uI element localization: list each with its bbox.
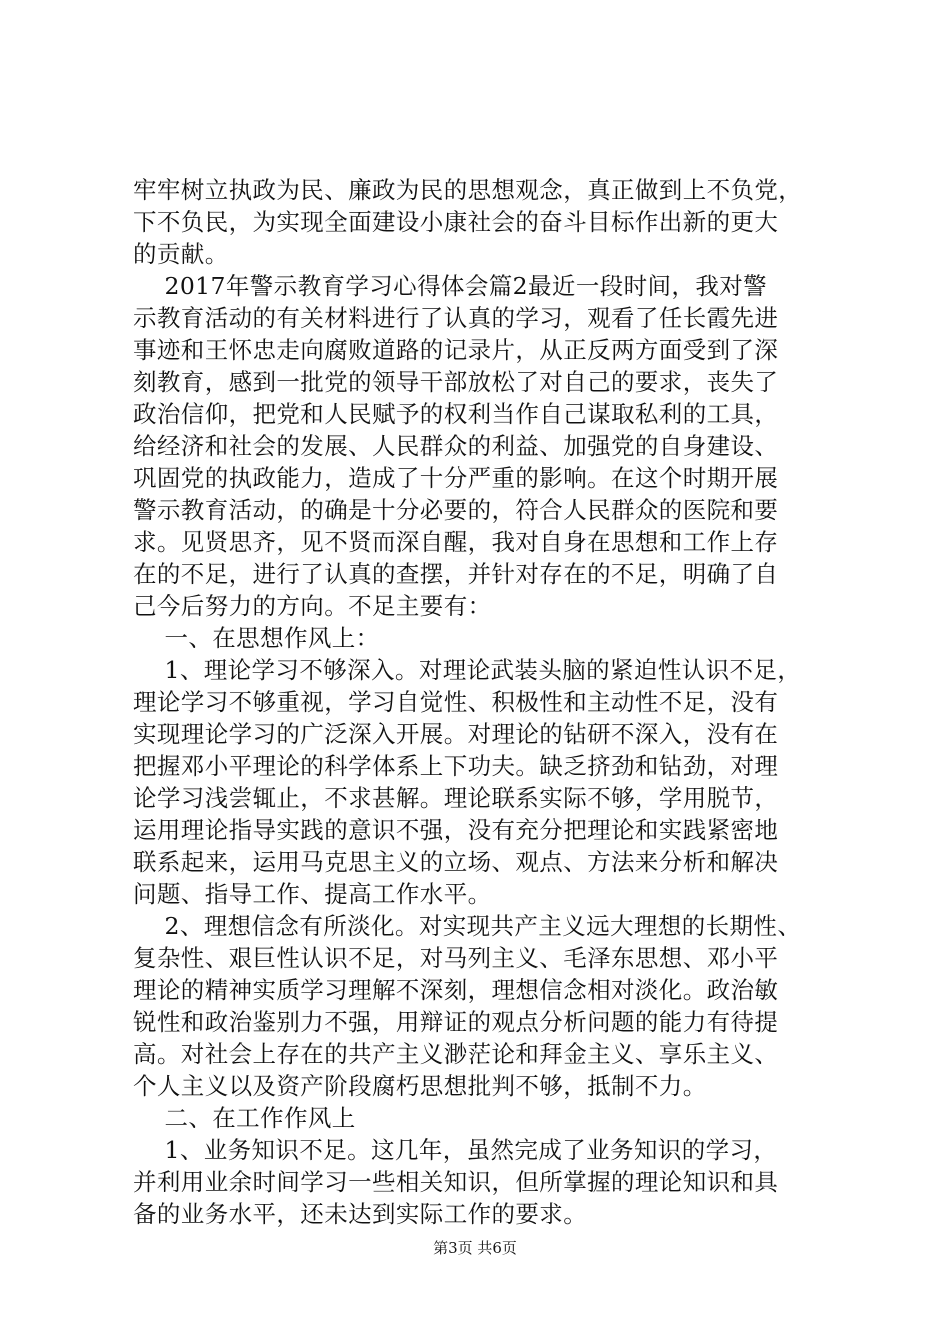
paragraph-line: 示教育活动的有关材料进行了认真的学习，观看了任长霞先进 <box>133 304 779 332</box>
paragraph-line: 理论的精神实质学习理解不深刻，理想信念相对淡化。政治敏 <box>133 976 779 1004</box>
paragraph-line: 警示教育活动，的确是十分必要的，符合人民群众的医院和要 <box>133 496 779 524</box>
paragraph-line: 锐性和政治鉴别力不强，用辩证的观点分析问题的能力有待提 <box>133 1008 779 1036</box>
paragraph-line: 在的不足，进行了认真的查摆，并针对存在的不足，明确了自 <box>133 560 779 588</box>
paragraph-line: 1、理论学习不够深入。对理论武装头脑的紧迫性认识不足， <box>133 656 802 684</box>
paragraph-line: 2017年警示教育学习心得体会篇2最近一段时间，我对警 <box>133 272 768 300</box>
section-heading: 二、在工作作风上 <box>133 1104 356 1132</box>
paragraph-line: 复杂性、艰巨性认识不足，对马列主义、毛泽东思想、邓小平 <box>133 944 779 972</box>
paragraph-line: 联系起来，运用马克思主义的立场、观点、方法来分析和解决 <box>133 848 779 876</box>
paragraph-line: 下不负民，为实现全面建设小康社会的奋斗目标作出新的更大 <box>133 208 779 236</box>
paragraph-line: 个人主义以及资产阶段腐朽思想批判不够，抵制不力。 <box>133 1072 707 1100</box>
paragraph-line: 刻教育，感到一批党的领导干部放松了对自己的要求，丧失了 <box>133 368 779 396</box>
paragraph-line: 己今后努力的方向。不足主要有： <box>133 592 492 620</box>
paragraph-line: 论学习浅尝辄止，不求甚解。理论联系实际不够，学用脱节， <box>133 784 779 812</box>
paragraph-line: 求。见贤思齐，见不贤而深自醒，我对自身在思想和工作上存 <box>133 528 779 556</box>
paragraph-line: 实现理论学习的广泛深入开展。对理论的钻研不深入，没有在 <box>133 720 779 748</box>
paragraph-line: 运用理论指导实践的意识不强，没有充分把理论和实践紧密地 <box>133 816 779 844</box>
paragraph-line: 巩固党的执政能力，造成了十分严重的影响。在这个时期开展 <box>133 464 779 492</box>
paragraph-line: 事迹和王怀忠走向腐败道路的记录片，从正反两方面受到了深 <box>133 336 779 364</box>
paragraph-line: 牢牢树立执政为民、廉政为民的思想观念，真正做到上不负党， <box>133 176 803 204</box>
paragraph-line: 并利用业余时间学习一些相关知识，但所掌握的理论知识和具 <box>133 1168 779 1196</box>
paragraph-line: 2、理想信念有所淡化。对实现共产主义远大理想的长期性、 <box>133 912 802 940</box>
paragraph-line: 问题、指导工作、提高工作水平。 <box>133 880 492 908</box>
paragraph-line: 把握邓小平理论的科学体系上下功夫。缺乏挤劲和钻劲，对理 <box>133 752 779 780</box>
paragraph-line: 政治信仰，把党和人民赋予的权利当作自己谋取私利的工具， <box>133 400 779 428</box>
paragraph-line: 给经济和社会的发展、人民群众的利益、加强党的自身建设、 <box>133 432 779 460</box>
paragraph-line: 理论学习不够重视，学习自觉性、积极性和主动性不足，没有 <box>133 688 779 716</box>
paragraph-line: 的贡献。 <box>133 240 229 268</box>
paragraph-line: 高。对社会上存在的共产主义渺茫论和拜金主义、享乐主义、 <box>133 1040 779 1068</box>
paragraph-line: 备的业务水平，还未达到实际工作的要求。 <box>133 1200 588 1228</box>
paragraph-line: 1、业务知识不足。这几年，虽然完成了业务知识的学习， <box>133 1136 778 1164</box>
section-heading: 一、在思想作风上： <box>133 624 380 652</box>
page-footer: 第3页 共6页 <box>433 1239 517 1257</box>
